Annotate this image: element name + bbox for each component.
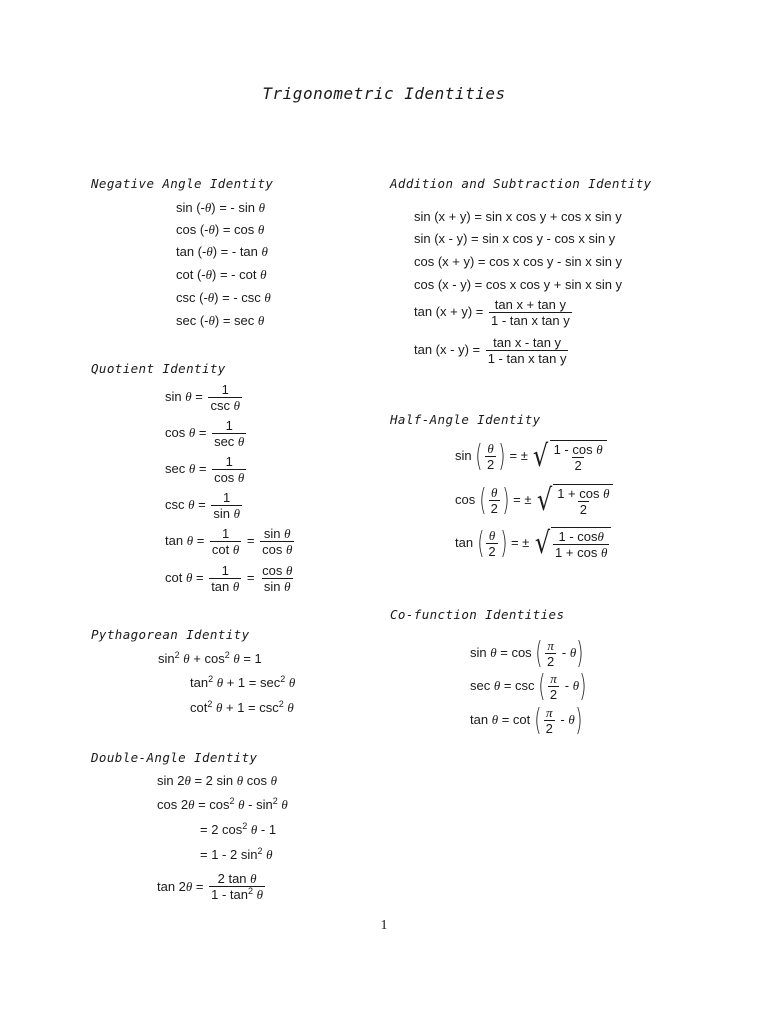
identity-add-tan-minus: tan (x - y) = $\frac{\text{tan x - tan y}}{\text{1 - tan x tan y}}$: [414, 335, 567, 366]
identity-quot-cos: cos θ = $\frac{1}{\text{sec θ}}$: [165, 418, 245, 449]
identity-neg-cot: cot (-θ) = - cot θ: [176, 267, 267, 282]
identity-double-cos-alt1: = 2 $\cos^2 \theta - 1$: [200, 821, 277, 837]
identity-cofunc-sin: sin θ = cos ( $\frac{\pi}{2}$ - θ): [470, 635, 584, 671]
page-title: Trigonometric Identities: [262, 84, 506, 103]
section-heading-quotient: Quotient Identity: [91, 361, 226, 376]
identity-cofunc-tan: tan θ = cot ( $\frac{\pi}{2}$ - θ): [470, 702, 583, 738]
identity-add-sin-minus: sin (x - y) = sin x cos y - cos x sin y: [414, 231, 616, 246]
identity-add-tan-plus: tan (x + y) = $\frac{\text{tan x + tan y}}{\text{1 - tan x tan y}}$: [414, 297, 570, 328]
identity-add-sin-plus: sin (x + y) = sin x cos y + cos x sin y: [414, 209, 622, 224]
identity-quot-cot: cot θ = $\frac{1}{\text{tan θ}}$ = $\frac{\text{cos θ}}{\text{sin θ}}$: [165, 563, 293, 594]
identity-half-sin: sin ( $\frac{\theta}{2}$ ) = ± √ $\frac{\text{1 - cos θ}}{2}$: [455, 440, 607, 473]
section-heading-addition-subtraction: Addition and Subtraction Identity: [390, 176, 652, 191]
identity-quot-csc: csc θ = $\frac{1}{\text{sin θ}}$: [165, 490, 240, 521]
identity-quot-tan: tan θ = $\frac{1}{\text{cot θ}}$ = $\frac{\text{sin θ}}{\text{cos θ}}$: [165, 526, 293, 557]
identity-half-tan: tan ( $\frac{\theta}{2}$ ) = ± √ $\frac{1 - \cos\theta}{\text{1 + cos θ}}$: [455, 527, 611, 560]
identity-neg-sin: sin (-θ) = - sin θ: [176, 200, 265, 215]
identity-pyth-1: $\sin^2 \theta + \cos^2 \theta = 1$: [158, 650, 262, 666]
identity-double-cos-alt2: = 1 - 2 $\sin^2 \theta$: [200, 846, 273, 862]
identity-double-tan: tan 2θ = $\frac{\text{2 tan θ}}{1 - \tan^2 \theta}$: [157, 871, 264, 902]
identity-add-cos-plus: cos (x + y) = cos x cos y - sin x sin y: [414, 254, 623, 269]
identity-quot-sin: sin θ = $\frac{1}{\text{csc θ}}$: [165, 382, 240, 413]
section-heading-pythagorean: Pythagorean Identity: [91, 627, 250, 642]
identity-pyth-2: $\tan^2 \theta + 1 = \sec^2 \theta$: [190, 674, 296, 690]
identity-neg-tan: tan (-θ) = - tan θ: [176, 244, 268, 259]
identity-double-cos: $\cos 2\theta = \cos^2 \theta - \sin^2 \theta$: [157, 796, 288, 812]
identity-neg-sec: sec (-θ) = sec θ: [176, 313, 265, 328]
section-heading-cofunction: Co-function Identities: [390, 607, 565, 622]
identity-cofunc-sec: sec θ = csc ( $\frac{\pi}{2}$ - θ): [470, 668, 587, 704]
identity-add-cos-minus: cos (x - y) = cos x cos y + sin x sin y: [414, 277, 623, 292]
identity-half-cos: cos ( $\frac{\theta}{2}$ ) = ± √ $\frac{\text{1 + cos θ}}{2}$: [455, 484, 613, 517]
identity-double-sin: sin 2θ = 2 sin θ cos θ: [157, 773, 277, 788]
section-heading-negative-angle: Negative Angle Identity: [91, 176, 274, 191]
section-heading-double-angle: Double-Angle Identity: [91, 750, 258, 765]
identity-quot-sec: sec θ = $\frac{1}{\text{cos θ}}$: [165, 454, 245, 485]
identity-pyth-3: $\cot^2 \theta + 1 = \csc^2 \theta$: [190, 699, 294, 715]
section-heading-half-angle: Half-Angle Identity: [390, 412, 541, 427]
page-number: 1: [380, 918, 388, 933]
identity-neg-csc: csc (-θ) = - csc θ: [176, 290, 271, 305]
identity-neg-cos: cos (-θ) = cos θ: [176, 222, 265, 237]
